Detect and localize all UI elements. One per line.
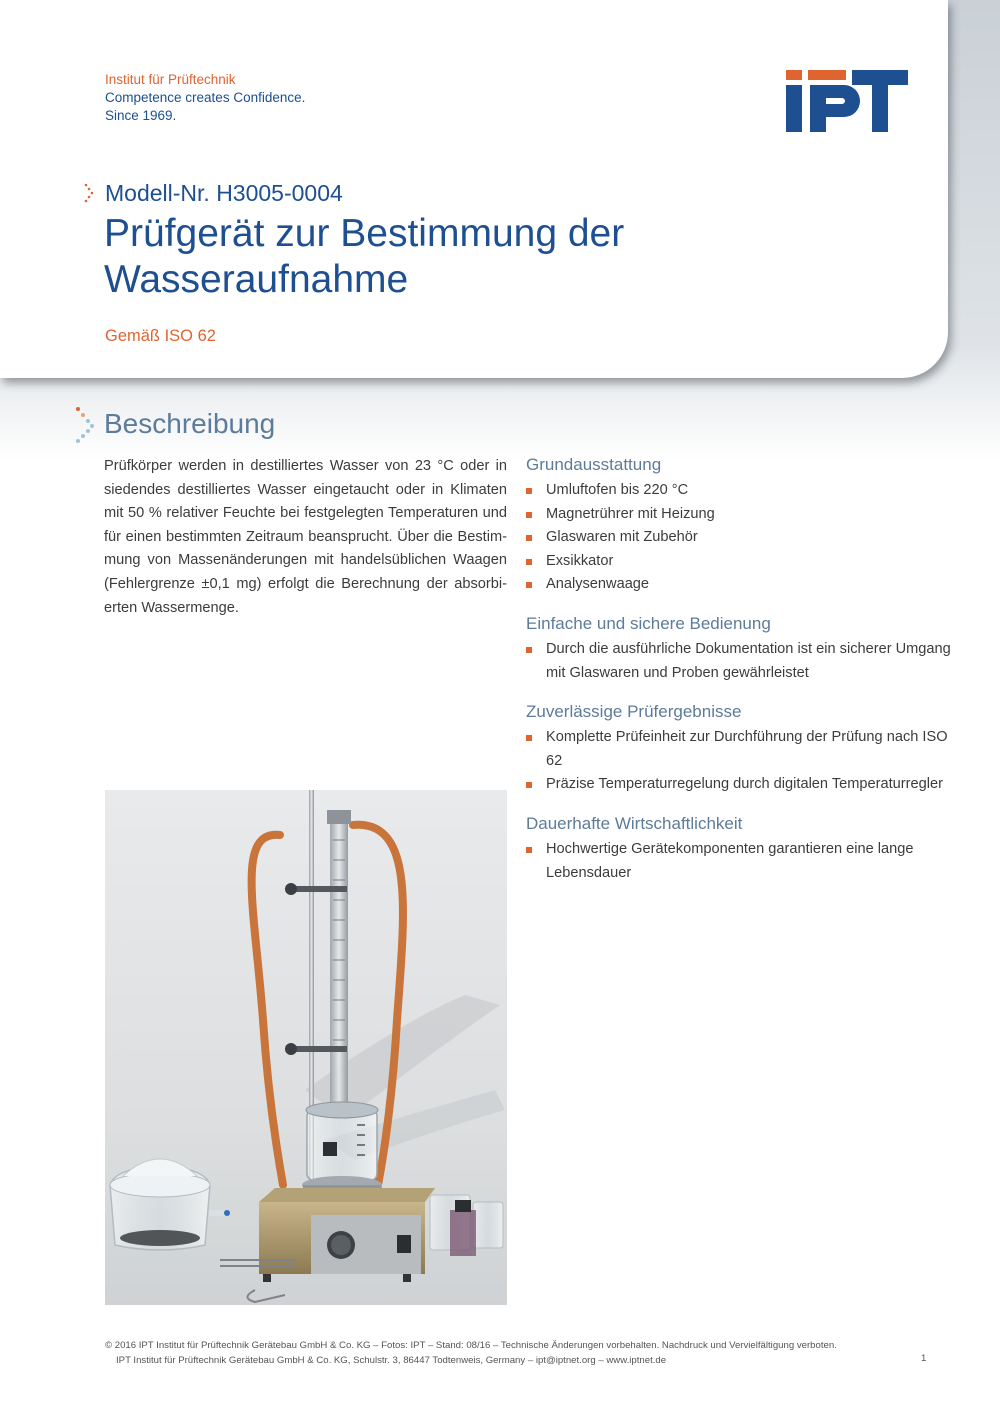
bullet-icon: [526, 647, 532, 653]
bullet-icon: [526, 847, 532, 853]
list-item-text: Exsikkator: [546, 552, 614, 569]
feature-group-operation: [526, 613, 956, 685]
description-text: Prüfkörper werden in destilliertes Wasser von 23 °C oder in siedendes destilliertes Wasser eingetaucht oder in Klimaten mit 50 % relativer Feuchte bei festgelegten Temperaturen und für einen bestimmten Zeitraum beansprucht. Über die Bestim-mung von Massenänderungen mit handelsüblichen Waagen (Fehlergrenze ±0,1 mg) erfolgt die Berechnung der absorbi-erten Wassermenge.: [104, 458, 507, 616]
bullet-icon: [526, 782, 532, 788]
page-number: 1: [921, 1353, 927, 1364]
list-item: [526, 638, 956, 685]
list-item-text: Präzise Temperaturregelung durch digitalen Temperaturregler: [546, 776, 943, 793]
list-item-text: Analysenwaage: [546, 576, 650, 593]
page-title: Prüfgerät zur Bestimmung der Wasseraufnahme: [104, 212, 625, 301]
feature-group-equipment: [526, 454, 956, 597]
bullet-icon: [526, 559, 532, 565]
list-item-text: Durch die ausführliche Dokumentation ist ein sicherer Umgang mit Glaswaren und Proben gewährleistet: [546, 640, 951, 681]
company-name: Institut für Prüftechnik: [105, 72, 236, 87]
chevron-right-icon: [80, 182, 96, 204]
bullet-icon: [526, 488, 532, 494]
bullet-icon: [526, 535, 532, 541]
list-item: [526, 838, 956, 885]
footer-address: IPT Institut für Prüftechnik Gerätebau GmbH & Co. KG, Schulstr. 3, 86447 Todtenweis, Germany – ipt@iptnet.org – www.iptnet.de: [116, 1355, 667, 1366]
feature-group-title: Zuverlässige Prüfergebnisse: [526, 702, 742, 722]
bullet-icon: [526, 512, 532, 518]
apparatus-illustration: [105, 790, 507, 1305]
list-item: [526, 479, 956, 503]
feature-group-title: Grundausstattung: [526, 455, 662, 474]
company-since: Since 1969.: [105, 108, 177, 123]
list-item: [526, 726, 956, 773]
chevron-dots-icon: [72, 406, 100, 444]
footer-copyright: © 2016 IPT Institut für Prüftechnik Gerätebau GmbH & Co. KG – Fotos: IPT – Stand: 08/16 – Technische Änderungen vorbehalten. Nachdruck und Vervielfältigung verboten.: [105, 1340, 837, 1351]
company-info: [105, 71, 305, 125]
footer: [105, 1338, 930, 1368]
list-item: [526, 773, 956, 797]
list-item-text: Umluftofen bis 220 °C: [546, 482, 689, 498]
list-item: [526, 550, 956, 574]
model-number: Modell-Nr. H3005-0004: [105, 180, 343, 206]
feature-list: [526, 454, 956, 901]
section-title-description: Beschreibung: [104, 408, 276, 439]
bullet-icon: [526, 582, 532, 588]
ipt-logo: [786, 70, 908, 132]
list-item-text: Glaswaren mit Zubehör: [546, 529, 698, 546]
list-item-text: Magnetrührer mit Heizung: [546, 505, 715, 522]
feature-group-results: [526, 701, 956, 797]
bullet-icon: [526, 735, 532, 741]
list-item-text: Hochwertige Gerätekomponenten garantieren eine lange Lebensdauer: [546, 840, 914, 881]
list-item: [526, 573, 956, 597]
product-image: [105, 790, 507, 1305]
feature-group-economy: [526, 813, 956, 885]
list-item: [526, 526, 956, 550]
company-slogan: Competence creates Confidence.: [105, 90, 306, 105]
feature-group-title: Dauerhafte Wirtschaftlichkeit: [526, 813, 743, 833]
list-item-text: Komplette Prüfeinheit zur Durchführung der Prüfung nach ISO 62: [546, 729, 948, 769]
feature-group-title: Einfache und sichere Bedienung: [526, 613, 771, 633]
norm-reference: Gemäß ISO 62: [105, 327, 216, 345]
list-item: [526, 503, 956, 527]
